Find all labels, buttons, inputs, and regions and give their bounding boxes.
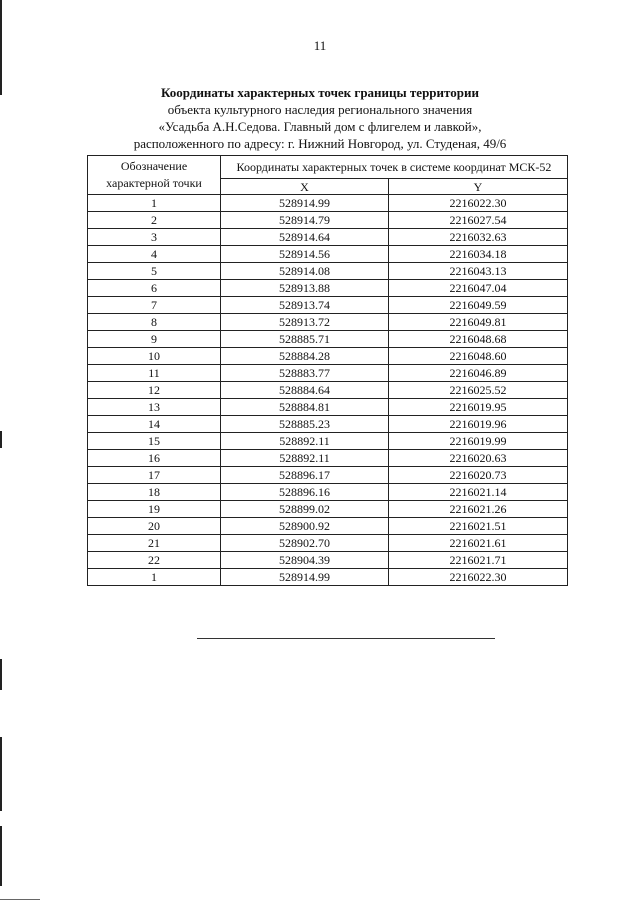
- y-coordinate-cell: 2216046.89: [389, 365, 568, 382]
- x-coordinate-cell: 528914.64: [221, 229, 389, 246]
- table-row: [88, 450, 568, 467]
- point-number-cell: 14: [88, 416, 221, 433]
- coordinates-table: [87, 155, 568, 586]
- x-coordinate-cell: 528913.72: [221, 314, 389, 331]
- table-row: [88, 535, 568, 552]
- bottom-rule: [197, 638, 495, 639]
- point-number-cell: 8: [88, 314, 221, 331]
- table-row: [88, 382, 568, 399]
- table-row: [88, 399, 568, 416]
- x-coordinate-cell: 528896.17: [221, 467, 389, 484]
- table-row: [88, 229, 568, 246]
- table-row: [88, 297, 568, 314]
- x-coordinate-cell: 528885.23: [221, 416, 389, 433]
- x-coordinate-cell: 528884.81: [221, 399, 389, 416]
- x-coordinate-cell: 528884.64: [221, 382, 389, 399]
- point-number-cell: 12: [88, 382, 221, 399]
- y-column-header: Y: [389, 179, 568, 195]
- point-number-cell: 21: [88, 535, 221, 552]
- x-coordinate-cell: 528896.16: [221, 484, 389, 501]
- point-number-cell: 4: [88, 246, 221, 263]
- margin-mark: [0, 826, 2, 886]
- table-row: [88, 212, 568, 229]
- y-coordinate-cell: 2216021.61: [389, 535, 568, 552]
- coordinates-column-header: Координаты характерных точек в системе координат МСК-52: [221, 156, 568, 179]
- heading-line-3: «Усадьба А.Н.Седова. Главный дом с флигелем и лавкой»,: [158, 119, 482, 134]
- y-coordinate-cell: 2216020.63: [389, 450, 568, 467]
- point-number-cell: 2: [88, 212, 221, 229]
- x-coordinate-cell: 528914.79: [221, 212, 389, 229]
- point-number-cell: 10: [88, 348, 221, 365]
- margin-mark: [0, 659, 2, 690]
- table-row: [88, 569, 568, 586]
- point-number-cell: 5: [88, 263, 221, 280]
- table-row: [88, 365, 568, 382]
- table-row: [88, 314, 568, 331]
- point-number-cell: 13: [88, 399, 221, 416]
- x-coordinate-cell: 528904.39: [221, 552, 389, 569]
- point-number-cell: 19: [88, 501, 221, 518]
- table-row: [88, 246, 568, 263]
- x-coordinate-cell: 528892.11: [221, 433, 389, 450]
- table-row: [88, 348, 568, 365]
- document-heading: [80, 84, 560, 152]
- table-row: [88, 195, 568, 212]
- y-coordinate-cell: 2216019.95: [389, 399, 568, 416]
- x-coordinate-cell: 528892.11: [221, 450, 389, 467]
- table-header-row: [88, 156, 568, 179]
- margin-mark: [0, 431, 2, 448]
- x-coordinate-cell: 528883.77: [221, 365, 389, 382]
- table-row: [88, 484, 568, 501]
- heading-title: Координаты характерных точек границы территории: [161, 85, 479, 100]
- y-coordinate-cell: 2216034.18: [389, 246, 568, 263]
- y-coordinate-cell: 2216043.13: [389, 263, 568, 280]
- point-column-header: Обозначение характерной точки: [88, 156, 221, 195]
- y-coordinate-cell: 2216027.54: [389, 212, 568, 229]
- point-number-cell: 17: [88, 467, 221, 484]
- y-coordinate-cell: 2216020.73: [389, 467, 568, 484]
- point-number-cell: 9: [88, 331, 221, 348]
- table-row: [88, 263, 568, 280]
- table-row: [88, 331, 568, 348]
- x-coordinate-cell: 528900.92: [221, 518, 389, 535]
- point-number-cell: 6: [88, 280, 221, 297]
- x-coordinate-cell: 528914.99: [221, 195, 389, 212]
- x-column-header: X: [221, 179, 389, 195]
- table-row: [88, 433, 568, 450]
- table-row: [88, 467, 568, 484]
- point-number-cell: 1: [88, 569, 221, 586]
- y-coordinate-cell: 2216047.04: [389, 280, 568, 297]
- table-row: [88, 280, 568, 297]
- point-number-cell: 20: [88, 518, 221, 535]
- margin-mark: [0, 737, 2, 811]
- point-number-cell: 22: [88, 552, 221, 569]
- y-coordinate-cell: 2216048.60: [389, 348, 568, 365]
- table-row: [88, 518, 568, 535]
- y-coordinate-cell: 2216032.63: [389, 229, 568, 246]
- y-coordinate-cell: 2216021.71: [389, 552, 568, 569]
- x-coordinate-cell: 528913.88: [221, 280, 389, 297]
- y-coordinate-cell: 2216048.68: [389, 331, 568, 348]
- y-coordinate-cell: 2216022.30: [389, 195, 568, 212]
- y-coordinate-cell: 2216021.51: [389, 518, 568, 535]
- point-number-cell: 1: [88, 195, 221, 212]
- x-coordinate-cell: 528899.02: [221, 501, 389, 518]
- heading-line-4: расположенного по адресу: г. Нижний Новгород, ул. Студеная, 49/6: [133, 136, 507, 151]
- table-row: [88, 416, 568, 433]
- x-coordinate-cell: 528885.71: [221, 331, 389, 348]
- point-number-cell: 16: [88, 450, 221, 467]
- y-coordinate-cell: 2216049.81: [389, 314, 568, 331]
- point-number-cell: 11: [88, 365, 221, 382]
- x-coordinate-cell: 528913.74: [221, 297, 389, 314]
- corner-mark: [0, 899, 40, 900]
- heading-line-2: объекта культурного наследия регионального значения: [167, 102, 473, 117]
- x-coordinate-cell: 528914.08: [221, 263, 389, 280]
- x-coordinate-cell: 528914.56: [221, 246, 389, 263]
- table-body: [88, 195, 568, 586]
- y-coordinate-cell: 2216049.59: [389, 297, 568, 314]
- y-coordinate-cell: 2216021.26: [389, 501, 568, 518]
- x-coordinate-cell: 528914.99: [221, 569, 389, 586]
- y-coordinate-cell: 2216021.14: [389, 484, 568, 501]
- point-number-cell: 3: [88, 229, 221, 246]
- x-coordinate-cell: 528884.28: [221, 348, 389, 365]
- y-coordinate-cell: 2216022.30: [389, 569, 568, 586]
- table-row: [88, 552, 568, 569]
- margin-mark: [0, 0, 2, 95]
- y-coordinate-cell: 2216019.99: [389, 433, 568, 450]
- x-coordinate-cell: 528902.70: [221, 535, 389, 552]
- y-coordinate-cell: 2216025.52: [389, 382, 568, 399]
- point-number-cell: 18: [88, 484, 221, 501]
- page-number: 11: [313, 38, 327, 53]
- y-coordinate-cell: 2216019.96: [389, 416, 568, 433]
- point-number-cell: 7: [88, 297, 221, 314]
- table-row: [88, 501, 568, 518]
- point-number-cell: 15: [88, 433, 221, 450]
